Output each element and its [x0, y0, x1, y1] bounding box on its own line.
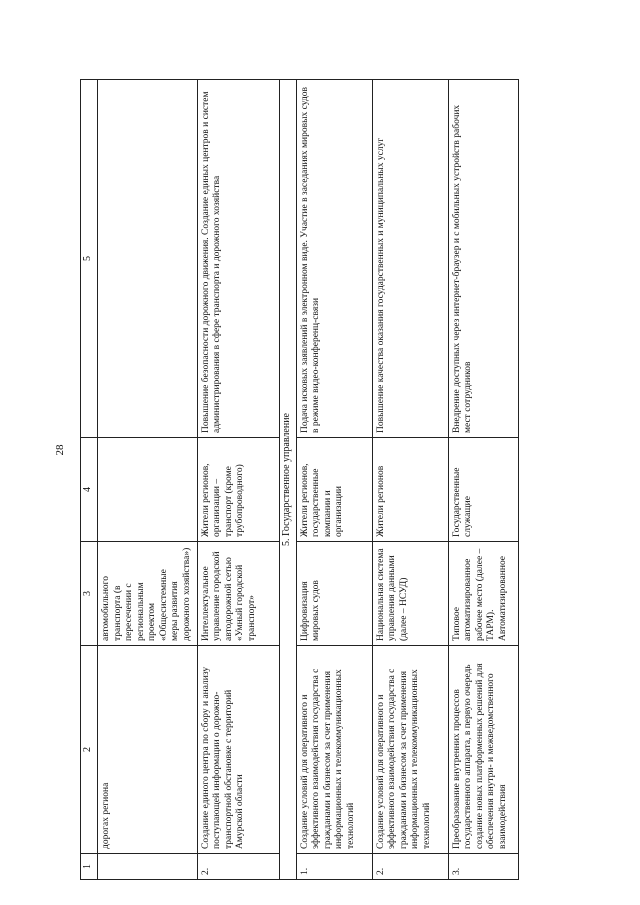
table-row — [296, 80, 372, 880]
table-row — [372, 80, 448, 880]
row-technology: Цифровизация мировых судов — [296, 542, 372, 646]
row-effect: Подача исковых заявлений в электронном виде. Участие в заседаниях мировых судов в режиме видео-конференц-связи — [296, 80, 372, 438]
table-row — [98, 80, 198, 880]
row-effect — [98, 80, 198, 438]
row-consumers: Государственные служащие — [448, 438, 518, 542]
row-effect: Повышение безопасности дорожного движения. Создание единых центров и систем администрирования в сфере транспорта и дорожного хозяйства — [197, 80, 279, 438]
row-effect: Повышение качества оказания государственных и муниципальных услуг — [372, 80, 448, 438]
row-effect: Внедрение доступных через интернет-браузер и с мобильных устройств рабочих мест сотрудников — [448, 80, 518, 438]
projects-table — [80, 79, 519, 880]
header-cell: 1 — [81, 854, 98, 880]
section-header-row — [279, 80, 296, 880]
row-task: Создание условий для оперативного и эффективного взаимодействия государства с гражданами и бизнесом за счет применения информационных и телекоммуникационных технологий — [296, 646, 372, 854]
row-consumers: Жители регионов — [372, 438, 448, 542]
row-consumers: Жители регионов, организации – транспорт (кроме трубопроводного) — [197, 438, 279, 542]
row-number: 3. — [448, 854, 518, 880]
table-row — [197, 80, 279, 880]
row-number — [98, 854, 198, 880]
row-technology: Типовое автоматизированное рабочее место (далее – ТАРМ). Автоматизированное — [448, 542, 518, 646]
header-row — [81, 80, 98, 880]
table-row — [448, 80, 518, 880]
row-task: Преобразование внутренних процессов государственного аппарата, в первую очередь создание новых платформенных решений для обеспечения внутри- и межведомственного взаимодействия — [448, 646, 518, 854]
section-title: 5. Государственное управление — [279, 80, 296, 880]
header-cell: 4 — [81, 438, 98, 542]
row-technology: Интеллектуальное управление городской автодорожной сетью «Умный городской транспорт» — [197, 542, 279, 646]
row-number: 2. — [372, 854, 448, 880]
row-task: дорогах региона — [98, 646, 198, 854]
header-cell: 3 — [81, 542, 98, 646]
row-technology: Национальная система управления данными (далее – НСУД) — [372, 542, 448, 646]
row-consumers — [98, 438, 198, 542]
header-cell: 5 — [81, 80, 98, 438]
rotated-table-area — [80, 80, 560, 880]
row-technology: автомобильного транспорта (в пересечении с региональным проектом «Общесистемные меры развития дорожного хозяйства») — [98, 542, 198, 646]
row-number: 2. — [197, 854, 279, 880]
row-number: 1. — [296, 854, 372, 880]
row-consumers: Жители регионов, государственные компании и организации — [296, 438, 372, 542]
page-number: 28 — [54, 444, 66, 456]
row-task: Создание условий для оперативного и эффективного взаимодействия государства с гражданами и бизнесом за счет применения информационных и телекоммуникационных технологий — [372, 646, 448, 854]
header-cell: 2 — [81, 646, 98, 854]
row-task: Создание единого центра по сбору и анализу поступающей информации о дорожно-транспортной обстановке с территорий Амурской области — [197, 646, 279, 854]
